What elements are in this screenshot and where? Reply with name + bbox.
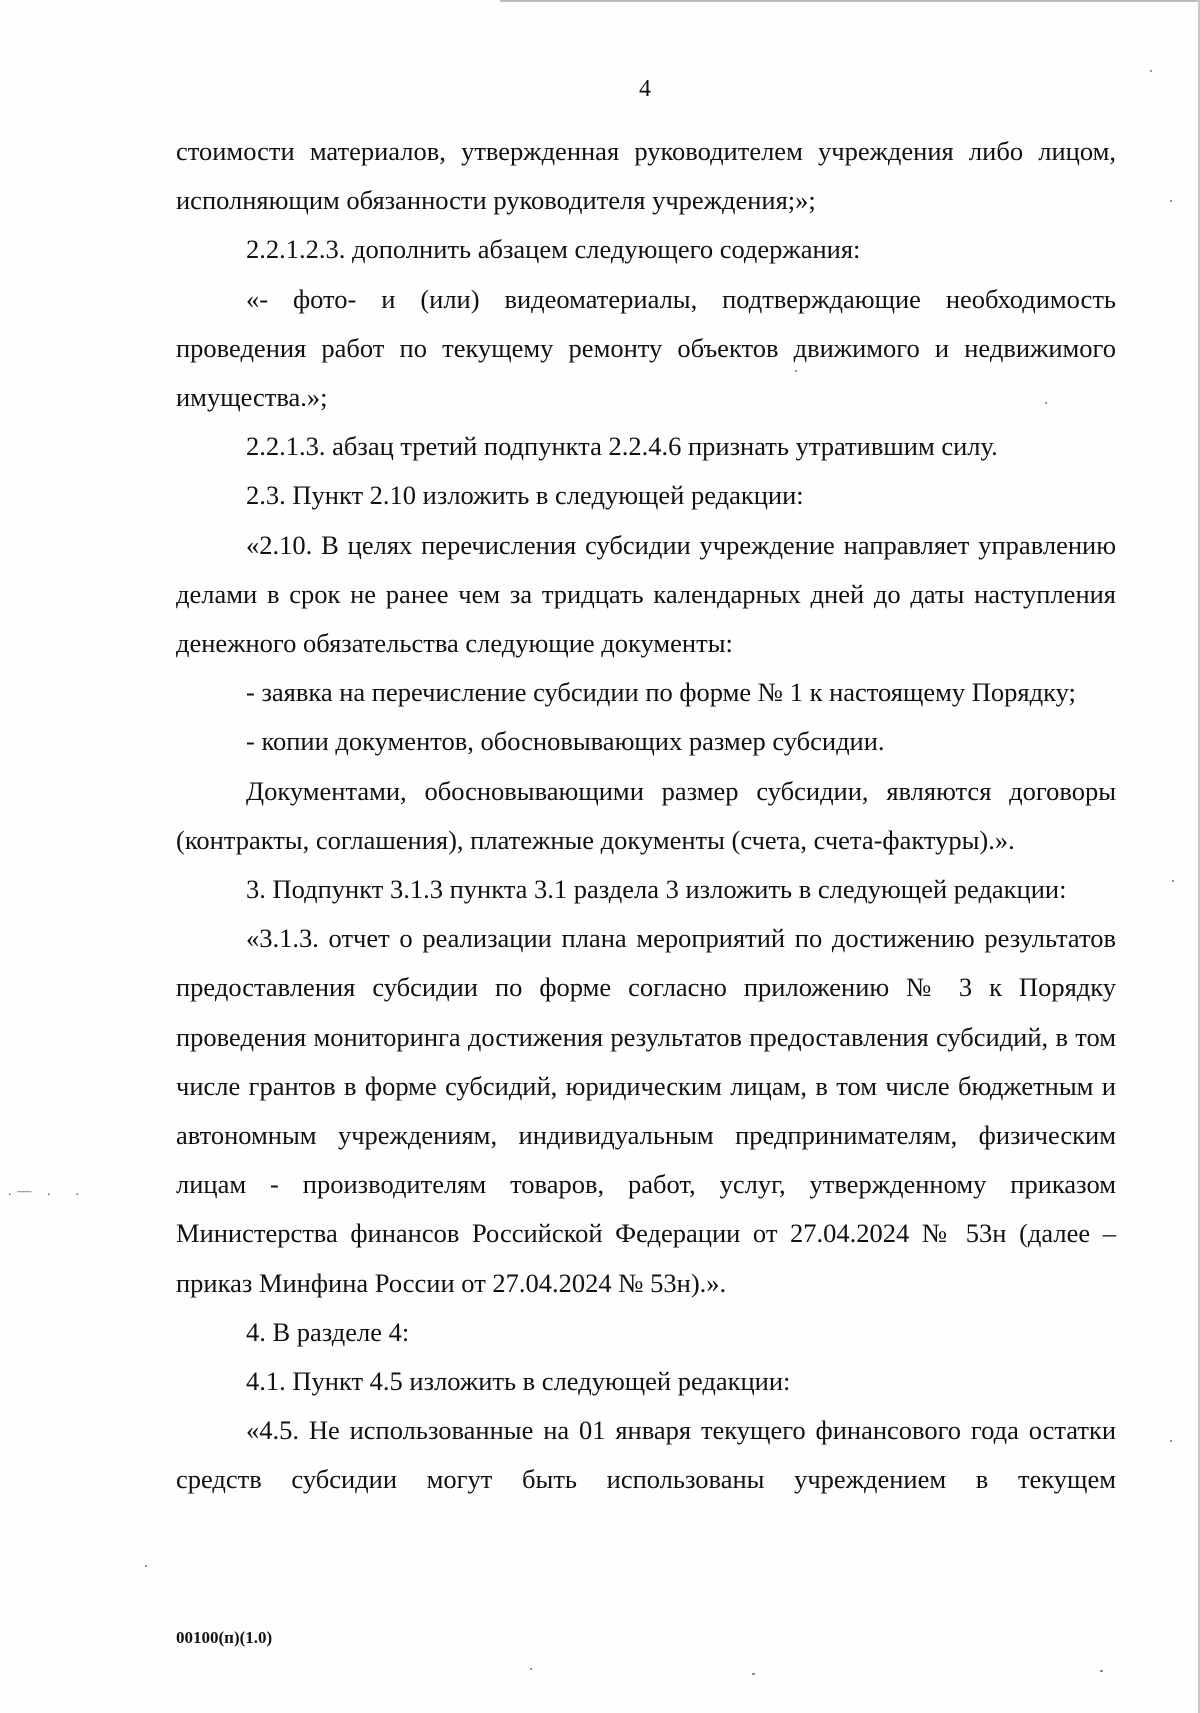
document-body [176,127,1116,1505]
paragraph: стоимости материалов, утвержденная руководителем учреждения либо лицом, исполняющим обязанности руководителя учреждения;»; [176,136,1116,216]
paragraph: Документами, обосновывающими размер субсидии, являются договоры (контракты, соглашения), платежные документы (счета, счета-фактуры).». [176,775,1116,855]
paragraph: «4.5. Не использованные на 01 января текущего финансового года остатки средств субсидии могут быть использованы учреждением в текущем [176,1415,1116,1495]
paragraph: - заявка на перечисление субсидии по форме № 1 к настоящему Порядку; [246,677,1076,708]
scan-edge-top [500,0,1200,2]
paragraph: 2.2.1.2.3. дополнить абзацем следующего содержания: [246,234,861,265]
scan-speck [1172,880,1174,882]
paragraph: - копии документов, обосновывающих размер субсидии. [246,726,885,757]
scan-speck [1100,1670,1103,1672]
scan-speck [1170,1440,1172,1442]
paragraph: 4. В разделе 4: [246,1316,410,1347]
paragraph: 4.1. Пункт 4.5 изложить в следующей редакции: [246,1366,791,1397]
scan-margin-mark: .— . . [8,1184,85,1199]
paragraph: 3. Подпункт 3.1.3 пункта 3.1 раздела 3 изложить в следующей редакции: [246,874,1067,905]
paragraph: 2.3. Пункт 2.10 изложить в следующей редакции: [246,480,804,511]
paragraph: «2.10. В целях перечисления субсидии учреждение направляет управлению делами в срок не ранее чем за тридцать календарных дней до даты наступления денежного обязательства следующие документы: [176,529,1116,659]
scan-speck [530,1668,532,1670]
form-code: 00100(п)(1.0) [176,1628,273,1647]
scan-speck [145,1565,147,1567]
paragraph: «3.1.3. отчет о реализации плана мероприятий по достижению результатов предоставления субсидии по форме согласно приложению № 3 к Порядку проведения мониторинга достижения результатов предоставления субсидий, в том числе грантов в форме субсидий, юридическим лицам, в том числе бюджетным и автономным учреждениям, индивидуальным предпринимателям, физическим лицам - производителям товаров, работ, услуг, утвержденному приказом Министерства финансов Российской Федерации от 27.04.2024 № 53н (далее – приказ Минфина России от 27.04.2024 № 53н).». [176,923,1116,1298]
paragraph: «- фото- и (или) видеоматериалы, подтверждающие необходимость проведения работ по текущему ремонту объектов движимого и недвижимого имущества.»; [176,283,1116,413]
scan-speck [1170,200,1172,202]
paragraph: 2.2.1.3. абзац третий подпункта 2.2.4.6 признать утратившим силу. [246,431,998,462]
scan-speck [1150,70,1152,72]
scan-speck [752,1673,755,1675]
page-number: 4 [639,76,651,102]
